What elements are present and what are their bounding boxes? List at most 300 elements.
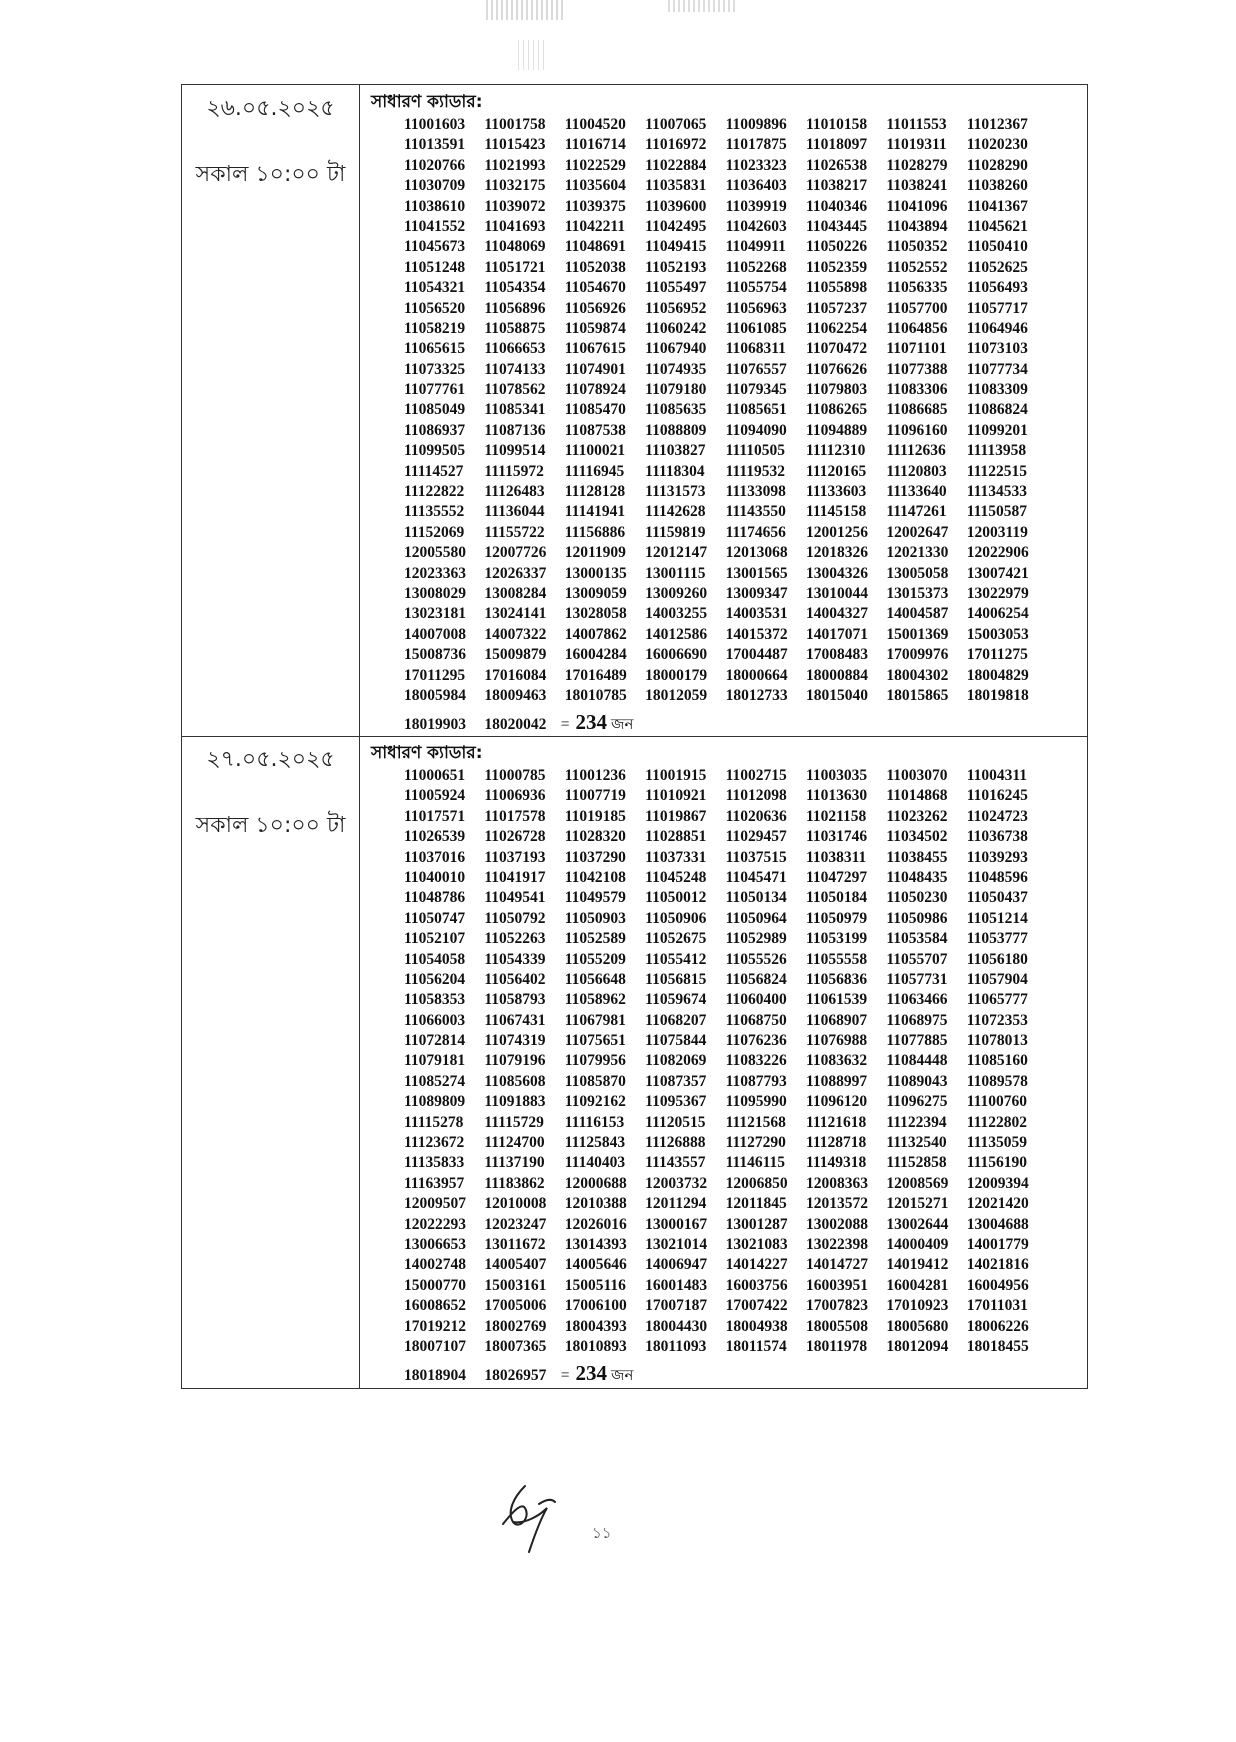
- roll-number: 11040346: [805, 197, 868, 215]
- roll-number: 11048069: [484, 238, 546, 256]
- roll-number: 11127290: [725, 1134, 786, 1152]
- roll-number: 11051248: [404, 258, 466, 276]
- roll-number: 18002769: [484, 1317, 547, 1335]
- roll-number: 11019867: [645, 807, 707, 825]
- roll-number: 11029457: [725, 828, 787, 846]
- equals-sign: =: [560, 1367, 570, 1385]
- roll-number: 11141941: [564, 503, 626, 521]
- roll-number: 13007421: [966, 564, 1029, 582]
- roll-row: [404, 848, 1047, 868]
- roll-number: 17016084: [484, 666, 547, 684]
- roll-number: 11056520: [404, 299, 466, 317]
- roll-number: 13004326: [805, 564, 868, 582]
- roll-number: 11058875: [484, 319, 546, 337]
- roll-number: 11050230: [886, 889, 948, 907]
- roll-number: 11045621: [966, 217, 1028, 235]
- roll-number: 11133098: [725, 483, 786, 501]
- roll-row: [404, 888, 1047, 908]
- roll-number: 11064856: [886, 319, 948, 337]
- roll-row: [404, 1051, 1047, 1071]
- roll-number: 11079803: [805, 381, 868, 399]
- roll-number: 11077734: [966, 360, 1028, 378]
- total-row: [404, 1361, 1047, 1385]
- scan-mark: [518, 40, 548, 70]
- roll-number: 11051721: [484, 258, 546, 276]
- roll-number: 11089043: [886, 1072, 948, 1090]
- roll-number: 11131573: [645, 483, 706, 501]
- roll-number: 11078562: [484, 381, 546, 399]
- roll-number: 13000135: [564, 564, 627, 582]
- roll-number: 18010785: [564, 686, 627, 704]
- roll-number: 14005407: [484, 1256, 547, 1274]
- roll-number: 11041552: [404, 217, 466, 235]
- roll-number: 17008483: [805, 646, 868, 664]
- roll-row: [404, 1113, 1047, 1133]
- roll-number: 11083306: [886, 381, 948, 399]
- roll-number: 14002748: [404, 1256, 466, 1274]
- roll-row: [404, 827, 1047, 847]
- roll-number: 12007726: [484, 544, 547, 562]
- roll-number: 11071101: [886, 340, 947, 358]
- roll-number: 18018455: [966, 1337, 1029, 1355]
- roll-row: [404, 441, 1047, 461]
- roll-number: 11055209: [564, 950, 626, 968]
- roll-number: 13001287: [725, 1215, 788, 1233]
- roll-number: 11085049: [404, 401, 466, 419]
- roll-row: [404, 176, 1047, 196]
- roll-number: 11054058: [404, 950, 466, 968]
- roll-number: 11075651: [564, 1032, 626, 1050]
- roll-row: [404, 339, 1047, 359]
- roll-number: 11007719: [564, 787, 626, 805]
- roll-number: 16003756: [725, 1276, 788, 1294]
- roll-number: 18006226: [966, 1317, 1029, 1335]
- roll-number: 11079956: [564, 1052, 626, 1070]
- roll-number: 11037016: [404, 848, 466, 866]
- roll-number: 12021420: [966, 1195, 1029, 1213]
- roll-number: 11074901: [564, 360, 626, 378]
- roll-number: 11121568: [725, 1113, 786, 1131]
- roll-number: 13022398: [805, 1235, 868, 1253]
- roll-number: 11099505: [404, 442, 466, 460]
- roll-number: 11125843: [564, 1134, 626, 1152]
- roll-number: 17007187: [645, 1297, 708, 1315]
- roll-number: 11057731: [886, 970, 948, 988]
- roll-number: 11076988: [805, 1032, 868, 1050]
- roll-number: 11002715: [725, 767, 787, 784]
- roll-number: 18004302: [886, 666, 949, 684]
- roll-number: 17011031: [966, 1297, 1028, 1315]
- roll-number: 15001369: [886, 625, 949, 643]
- roll-number: 11077885: [886, 1032, 948, 1050]
- roll-number: 11022529: [564, 156, 626, 174]
- roll-number: 11073103: [966, 340, 1028, 358]
- equals-sign: =: [560, 716, 570, 734]
- roll-number: 11003070: [886, 767, 948, 784]
- roll-number: 14007322: [484, 625, 547, 643]
- roll-number: 11017571: [404, 807, 466, 825]
- roll-number: 12021330: [886, 544, 949, 562]
- roll-number: 11058353: [404, 991, 466, 1009]
- roll-number: 13001565: [725, 564, 788, 582]
- roll-number: 11086824: [966, 401, 1028, 419]
- roll-number: 11026539: [404, 828, 466, 846]
- exam-time: সকাল ১০:০০ টা: [195, 813, 346, 838]
- roll-number: 11038241: [886, 177, 948, 195]
- roll-number: 11092162: [564, 1093, 626, 1111]
- roll-number: 11038455: [886, 848, 948, 866]
- roll-number: 13006653: [404, 1235, 466, 1253]
- roll-number: 18010893: [564, 1337, 627, 1355]
- total-count: 234: [575, 710, 608, 735]
- roll-number: 11149318: [805, 1154, 867, 1172]
- roll-number: 11042108: [564, 868, 626, 886]
- roll-number: 11072814: [404, 1032, 466, 1050]
- roll-number: 11114527: [404, 462, 464, 480]
- roll-number: 18004938: [725, 1317, 788, 1335]
- roll-number: 18011093: [645, 1337, 707, 1355]
- roll-number: 11055707: [886, 950, 948, 968]
- roll-number: 11001236: [564, 767, 626, 784]
- roll-number: 11048596: [966, 868, 1028, 886]
- roll-number: 12010388: [564, 1195, 627, 1213]
- roll-number: 11052268: [725, 258, 787, 276]
- roll-number: 14012586: [645, 625, 708, 643]
- roll-number: 12026337: [484, 564, 547, 582]
- roll-number: 11128718: [805, 1134, 867, 1152]
- roll-number: 11120803: [886, 462, 947, 480]
- roll-number: 17005006: [484, 1297, 547, 1315]
- roll-number: 11066003: [404, 1011, 466, 1029]
- roll-number: 11053584: [886, 930, 948, 948]
- roll-number: 11052625: [966, 258, 1028, 276]
- roll-number: 18026957: [484, 1367, 547, 1385]
- roll-number: 11055497: [645, 279, 707, 297]
- roll-number: 11088809: [645, 421, 707, 439]
- roll-number: 12002647: [886, 523, 949, 541]
- roll-number: 12022293: [404, 1215, 466, 1233]
- roll-number: 11049541: [484, 889, 546, 907]
- roll-number: 11004311: [966, 767, 1028, 784]
- roll-row: [404, 1011, 1047, 1031]
- roll-number: 11049579: [564, 889, 626, 907]
- roll-number: 14003531: [725, 605, 788, 623]
- roll-number: 11049911: [725, 238, 786, 256]
- roll-number: 13011672: [484, 1235, 546, 1253]
- roll-number: 11058793: [484, 991, 546, 1009]
- roll-number: 11007065: [645, 116, 707, 133]
- roll-number: 18020042: [484, 716, 547, 734]
- roll-number: 11038610: [404, 197, 466, 215]
- roll-number: 11112310: [805, 442, 866, 460]
- roll-number: 11086937: [404, 421, 466, 439]
- roll-number: 11050979: [805, 909, 868, 927]
- roll-number: 11095990: [725, 1093, 787, 1111]
- roll-number-list: [404, 766, 1047, 1385]
- roll-number: 11045673: [404, 238, 466, 256]
- roll-number: 11067615: [564, 340, 626, 358]
- exam-date: ২৭.০৫.২০২৫: [206, 747, 335, 772]
- roll-number: 11023262: [886, 807, 948, 825]
- roll-number: 18004393: [564, 1317, 627, 1335]
- roll-number: 11079345: [725, 381, 787, 399]
- roll-number: 12008363: [805, 1174, 868, 1192]
- roll-number: 12013068: [725, 544, 788, 562]
- roll-number: 18005984: [404, 686, 466, 704]
- roll-number: 11118304: [645, 462, 705, 480]
- schedule-section-2: [182, 736, 1087, 1388]
- roll-number: 11048435: [886, 868, 948, 886]
- roll-row: [404, 1317, 1047, 1337]
- roll-number: 11087136: [484, 421, 546, 439]
- roll-number: 11054354: [484, 279, 546, 297]
- roll-number: 11122515: [966, 462, 1028, 480]
- roll-number: 11147261: [886, 503, 947, 521]
- roll-number: 11056648: [564, 970, 626, 988]
- roll-number: 11089578: [966, 1072, 1028, 1090]
- roll-number: 11042211: [564, 217, 626, 235]
- roll-row: [404, 990, 1047, 1010]
- roll-number: 12023247: [484, 1215, 547, 1233]
- roll-number: 12015271: [886, 1195, 949, 1213]
- roll-row: [404, 1194, 1047, 1214]
- roll-number: 11084448: [886, 1052, 948, 1070]
- roll-number: 12005580: [404, 544, 466, 562]
- roll-number: 11128128: [564, 483, 626, 501]
- roll-number: 17011295: [404, 666, 466, 684]
- roll-number: 11050012: [645, 889, 707, 907]
- roll-number: 11054339: [484, 950, 546, 968]
- roll-number: 11135833: [404, 1154, 465, 1172]
- roll-number: 11156886: [564, 523, 626, 541]
- roll-number: 11152858: [886, 1154, 947, 1172]
- roll-row: [404, 1296, 1047, 1316]
- roll-number: 18015040: [805, 686, 868, 704]
- roll-row: [404, 1215, 1047, 1235]
- roll-number: 11052107: [404, 930, 466, 948]
- roll-number: 11076236: [725, 1032, 787, 1050]
- roll-number: 17010923: [886, 1297, 949, 1315]
- roll-number: 11022884: [645, 156, 707, 174]
- roll-number: 11041693: [484, 217, 546, 235]
- roll-number: 11120515: [645, 1113, 706, 1131]
- roll-number: 11123672: [404, 1134, 465, 1152]
- roll-number: 11073325: [404, 360, 466, 378]
- roll-number: 14005646: [564, 1256, 627, 1274]
- roll-number: 11137190: [484, 1154, 545, 1172]
- roll-number: 11122394: [886, 1113, 947, 1131]
- roll-number: 11039600: [645, 197, 707, 215]
- roll-number: 11074133: [484, 360, 546, 378]
- roll-row: [404, 380, 1047, 400]
- roll-number: 11085470: [564, 401, 626, 419]
- roll-number: 11050226: [805, 238, 868, 256]
- roll-number: 11059674: [645, 991, 707, 1009]
- roll-row: [404, 686, 1047, 706]
- roll-number: 11021993: [484, 156, 546, 174]
- roll-number: 11083632: [805, 1052, 868, 1070]
- roll-number: 11054321: [404, 279, 466, 297]
- roll-row: [404, 645, 1047, 665]
- roll-number: 11050906: [645, 909, 707, 927]
- roll-number: 11050792: [484, 909, 546, 927]
- roll-number: 11143557: [645, 1154, 706, 1172]
- roll-number: 11052193: [645, 258, 707, 276]
- roll-number: 11052989: [725, 930, 787, 948]
- roll-number: 11019311: [886, 136, 947, 154]
- roll-number: 11016972: [645, 136, 707, 154]
- roll-row: [404, 1031, 1047, 1051]
- roll-number: 11082069: [645, 1052, 707, 1070]
- roll-number: 16004281: [886, 1276, 949, 1294]
- roll-row: [404, 625, 1047, 645]
- roll-row: [404, 360, 1047, 380]
- roll-number: 18000884: [805, 666, 868, 684]
- roll-number: 11087793: [725, 1072, 787, 1090]
- roll-number: 11156190: [966, 1154, 1028, 1172]
- roll-number: 11135059: [966, 1134, 1028, 1152]
- roll-number: 11143550: [725, 503, 786, 521]
- roll-number: 12011909: [564, 544, 626, 562]
- roll-number: 11035604: [564, 177, 626, 195]
- roll-number: 18015865: [886, 686, 949, 704]
- roll-number: 11028279: [886, 156, 948, 174]
- roll-number: 11050134: [725, 889, 787, 907]
- roll-number: 11066653: [484, 340, 546, 358]
- roll-number: 11000651: [404, 767, 466, 784]
- roll-number: 11068750: [725, 1011, 787, 1029]
- roll-row: [404, 666, 1047, 686]
- roll-number: 18012094: [886, 1337, 949, 1355]
- roll-number: 12003732: [645, 1174, 708, 1192]
- roll-number: 11115729: [484, 1113, 544, 1131]
- roll-number: 11122822: [404, 483, 465, 501]
- roll-number: 11119532: [725, 462, 785, 480]
- roll-number: 15005116: [564, 1276, 626, 1294]
- roll-number: 12018326: [805, 544, 868, 562]
- roll-number: 11124700: [484, 1134, 545, 1152]
- roll-number: 11146115: [725, 1154, 785, 1172]
- roll-number-list: [404, 115, 1047, 734]
- roll-number: 11048786: [404, 889, 466, 907]
- roll-number: 11000785: [484, 767, 546, 784]
- roll-number: 11087357: [645, 1072, 707, 1090]
- roll-number: 11056204: [404, 970, 466, 988]
- roll-number: 11052552: [886, 258, 948, 276]
- roll-number: 11126483: [484, 483, 545, 501]
- roll-row: [404, 319, 1047, 339]
- roll-number: 11037290: [564, 848, 626, 866]
- roll-number: 12003119: [966, 523, 1028, 541]
- roll-number: 17006100: [564, 1297, 627, 1315]
- roll-number: 16003951: [805, 1276, 868, 1294]
- roll-number: 13009059: [564, 584, 627, 602]
- roll-number: 11009896: [725, 116, 787, 133]
- roll-number: 11116945: [564, 462, 625, 480]
- roll-number: 11083226: [725, 1052, 787, 1070]
- roll-number: 18007365: [484, 1337, 547, 1355]
- roll-row: [404, 237, 1047, 257]
- roll-number: 14007862: [564, 625, 627, 643]
- roll-number: 11031746: [805, 828, 868, 846]
- roll-number: 12010008: [484, 1195, 547, 1213]
- roll-number: 11077388: [886, 360, 948, 378]
- roll-number: 11050964: [725, 909, 787, 927]
- roll-number: 11079181: [404, 1052, 466, 1070]
- signature: [495, 1478, 565, 1558]
- roll-number: 11085341: [484, 401, 546, 419]
- roll-row: [404, 1337, 1047, 1357]
- roll-number: 11056926: [564, 299, 626, 317]
- roll-number: 17007422: [725, 1297, 788, 1315]
- roll-row: [404, 543, 1047, 563]
- roll-number: 14006947: [645, 1256, 708, 1274]
- cadre-heading: সাধারণ ক্যাডার:: [371, 743, 483, 763]
- roll-number: 11067981: [564, 1011, 626, 1029]
- roll-number: 11038260: [966, 177, 1028, 195]
- roll-number: 12009394: [966, 1174, 1029, 1192]
- roll-number: 11051214: [966, 909, 1028, 927]
- roll-number: 17011275: [966, 646, 1028, 664]
- roll-number: 11028851: [645, 828, 707, 846]
- roll-number: 11054670: [564, 279, 626, 297]
- roll-number: 11037331: [645, 848, 707, 866]
- roll-number: 13005058: [886, 564, 949, 582]
- roll-number: 11037193: [484, 848, 546, 866]
- roll-number: 11135552: [404, 503, 465, 521]
- roll-number: 12008569: [886, 1174, 949, 1192]
- roll-number: 11103827: [645, 442, 706, 460]
- roll-number: 11042495: [645, 217, 707, 235]
- roll-number: 11012367: [966, 116, 1028, 133]
- roll-number: 13015373: [886, 584, 949, 602]
- roll-number: 11040010: [404, 868, 466, 886]
- roll-number: 15003161: [484, 1276, 547, 1294]
- roll-number: 12009507: [404, 1195, 466, 1213]
- roll-number: 11050352: [886, 238, 948, 256]
- roll-number: 11085160: [966, 1052, 1028, 1070]
- roll-number: 11142628: [645, 503, 706, 521]
- roll-number: 11045248: [645, 868, 707, 886]
- roll-number: 11055526: [725, 950, 787, 968]
- roll-number: 17004487: [725, 646, 788, 664]
- roll-number: 11096275: [886, 1093, 948, 1111]
- roll-number: 11034502: [886, 828, 948, 846]
- roll-row: [404, 929, 1047, 949]
- roll-number: 11056815: [645, 970, 707, 988]
- roll-number: 11026538: [805, 156, 868, 174]
- roll-number: 11163957: [404, 1174, 465, 1192]
- roll-number: 11005924: [404, 787, 466, 805]
- roll-number: 18005508: [805, 1317, 868, 1335]
- roll-number: 14006254: [966, 605, 1029, 623]
- roll-row: [404, 950, 1047, 970]
- roll-number: 11068207: [645, 1011, 707, 1029]
- roll-number: 11017875: [725, 136, 787, 154]
- roll-number: 11085651: [725, 401, 787, 419]
- roll-number: 11078924: [564, 381, 626, 399]
- total-count: 234: [575, 1361, 608, 1386]
- roll-number: 11115278: [404, 1113, 464, 1131]
- roll-number: 13014393: [564, 1235, 627, 1253]
- roll-row: [404, 1133, 1047, 1153]
- roll-number: 11088997: [805, 1072, 868, 1090]
- roll-number: 12011845: [725, 1195, 787, 1213]
- roll-number: 11112636: [886, 442, 946, 460]
- roll-number: 11086265: [805, 401, 868, 419]
- roll-number: 11095367: [645, 1093, 707, 1111]
- roll-number: 11048691: [564, 238, 626, 256]
